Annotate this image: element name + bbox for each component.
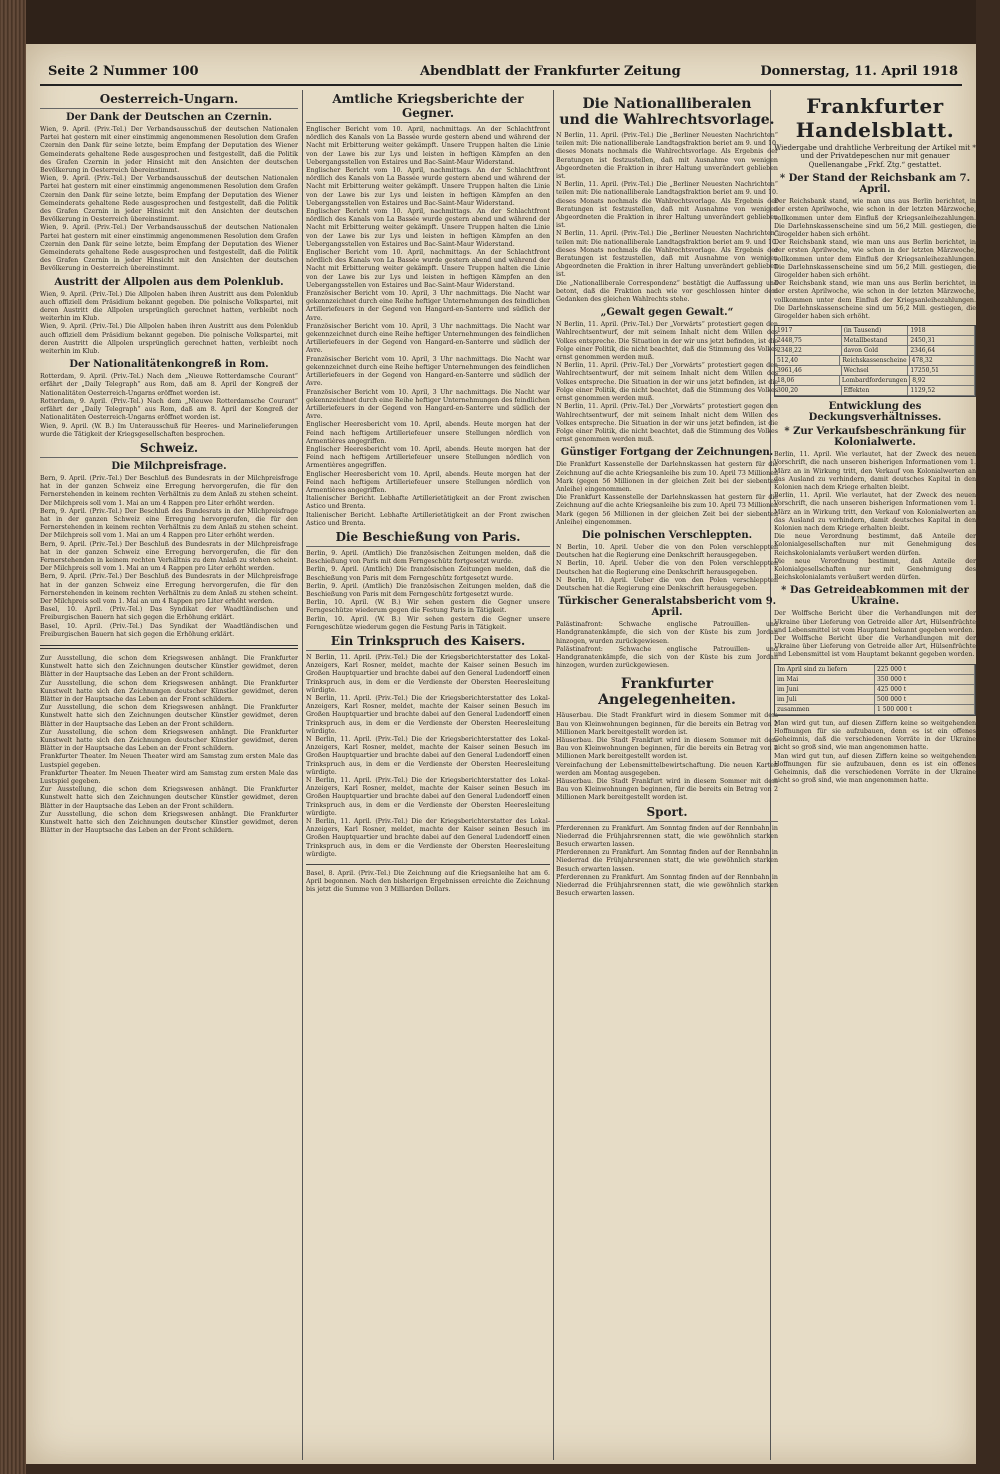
grain-delivery-table [774, 664, 976, 716]
article-text: Der Reichsbank stand, wie man uns aus Berlin berichtet, in der ersten Aprilwoche, wie schon in der letzten Märzwoche, vollkommen unter dem Einfluß der Kriegsanleihezahlungen. Die Darlehnskassenscheine sind um 56,2 Mill. gestiegen, die Girogelder haben sich erhöht. [774, 198, 976, 238]
article-text: Englischer Bericht vom 10. April, nachmittags. An der Schlachtfront nördlich des Kanals von La Bassée wurde gestern abend und während der Nacht mit Erbitterung weiter gekämpft. Unsere Truppen halten die Linie von der Lawe bis zur Lys und leisten in heftigen Kämpfen an den Uebergangsstellen von Estaires und Bac-Saint-Maur Widerstand. [306, 126, 550, 166]
article-text: Palästinafront: Schwache englische Patrouillen- und Handgranatenkämpfe, die sich von der Küste bis zum Jordan hinzogen, wurden zurückgewiesen. [556, 645, 778, 670]
column-1 [40, 90, 298, 835]
separator [40, 645, 298, 649]
article-text: Wien, 9. April. (Priv.-Tel.) Der Verbandsausschuß der deutschen Nationalen Partei hat gestern mit einer einstimmig angenommenen Resolution dem Grafen Czernin den Dank für seine letzte, beim Empfang der Deputation des Wiener Gemeinderats gehaltene Rede ausgesprochen und festgestellt, daß die Politik des Grafen Czernin in jeder Hinsicht mit den Ansichten der deutschen Bevölkerung in Oesterreich übereinstimmt. [40, 224, 298, 273]
article-text: Französischer Bericht vom 10. April, 3 Uhr nachmittags. Die Nacht war gekennzeichnet durch eine Reihe heftiger Unternehmungen des feindlichen Artilleriefeuers in der Gegend von Hangard-en-Santerre und südlich der Avre. [306, 355, 550, 388]
article-text: Französischer Bericht vom 10. April, 3 Uhr nachmittags. Die Nacht war gekennzeichnet durch eine Reihe heftiger Unternehmungen des feindlichen Artilleriefeuers in der Gegend von Hangard-en-Santerre und südlich der Avre. [306, 290, 550, 322]
article-text: N Berlin, 11. April. (Priv.-Tel.) Der „Vorwärts“ protestiert gegen den Wahlrechtsentwurf, der mit seinem Inhalt nicht dem Willen des Volkes entspreche. Die Situation in der wir uns jetzt befinden, ist die Folge einer Politik, die nicht beachtet, daß die Stimmung des Volkes ernst genommen werden muß. [556, 362, 778, 403]
article-text: Wien, 9. April. (Priv.-Tel.) Der Verbandsausschuß der deutschen Nationalen Partei hat gestern mit einer einstimmig angenommenen Resolution dem Grafen Czernin den Dank für seine letzte, beim Empfang der Deputation des Wiener Gemeinderats gehaltene Rede ausgesprochen und festgestellt, daß die Politik des Grafen Czernin in jeder Hinsicht mit den Ansichten der deutschen Bevölkerung in Oesterreich übereinstimmt. [40, 126, 298, 175]
article-text: Basel, 10. April. (Priv.-Tel.) Das Syndikat der Waadtländischen und Freiburgischen Bauern hat sich gegen die Erhöhung erklärt. [40, 622, 298, 638]
article-text: Basel, 10. April. (Priv.-Tel.) Das Syndikat der Waadtländischen und Freiburgischen Bauern hat sich gegen die Erhöhung erklärt. [40, 606, 298, 622]
article-text: N Berlin, 11. April. (Priv.-Tel.) Der „Vorwärts“ protestiert gegen den Wahlrechtsentwurf, der mit seinem Inhalt nicht dem Willen des Volkes entspreche. Die Situation in der wir uns jetzt befinden, ist die Folge einer Politik, die nicht beachtet, daß die Stimmung des Volkes ernst genommen werden muß. [556, 403, 778, 444]
table-row: 2448,75 Metallbestand 2450,31 [775, 336, 975, 346]
article-text: Italienischer Bericht. Lebhafte Artillerietätigkeit an der Front zwischen Astico und Brenta. [306, 495, 550, 511]
copyright-note: Wiedergabe und drahtliche Verbreitung der Artikel mit * und der Privatdepeschen nur mit genauer Quellenangabe „Frkf. Ztg.“ gestattet. [774, 144, 976, 169]
article-text: N Berlin, 11. April. (Priv.-Tel.) Die der Kriegsberichterstatter des Lokal-Anzeigers, Karl Rosner, meldet, machte der Kaiser seinen Besuch im Großen Hauptquartier und brachte dabei auf den General Ludendorff einen Trinkspruch aus, in dem er die Verdienste der Obersten Heeresleitung würdigte. [306, 818, 550, 858]
article-text: Der Wolffsche Bericht über die Verhandlungen mit der Ukraine über Lieferung von Getreide aller Art, Hülsenfrüchte und Lebensmittel ist vom Hauptamt bekannt gegeben worden. [774, 635, 976, 659]
article-text: N Berlin, 11. April. (Priv.-Tel.) Der „Vorwärts“ protestiert gegen den Wahlrechtsentwurf, der mit seinem Inhalt nicht dem Willen des Volkes entspreche. Die Situation in der wir uns jetzt befinden, ist die Folge einer Politik, die nicht beachtet, daß die Stimmung des Volkes ernst genommen werden muß. [556, 321, 778, 362]
article-text: Berlin, 9. April. (Amtlich) Die französischen Zeitungen melden, daß die Beschießung von Paris mit dem Ferngeschütz fortgesetzt wurde. [306, 549, 550, 566]
article-text: N Berlin, 11. April. (Priv.-Tel.) Die der Kriegsberichterstatter des Lokal-Anzeigers, Karl Rosner, meldet, machte der Kaiser seinen Besuch im Großen Hauptquartier und brachte dabei auf den General Ludendorff einen Trinkspruch aus, in dem er die Verdienste der Obersten Heeresleitung würdigte. [306, 736, 550, 776]
table-header: 1917 (in Tausend) 1918 [775, 326, 975, 336]
article-text: Englischer Bericht vom 10. April, nachmittags. An der Schlachtfront nördlich des Kanals von La Bassée wurde gestern abend und während der Nacht mit Erbitterung weiter gekämpft. Unsere Truppen halten die Linie von der Lawe bis zur Lys und leisten in heftigen Kämpfen an den Uebergangsstellen von Estaires und Bac-Saint-Maur Widerstand. [306, 249, 550, 289]
article-text: Wien, 9. April. (W. B.) Im Unterausschuß für Heeres- und Marinelieferungen wurde die Tätigkeit der Kriegsgesellschaften besprochen. [40, 422, 298, 438]
column-2 [306, 90, 550, 895]
article-heading: Der Nationalitätenkongreß in Rom. [69, 359, 269, 371]
article-text: Palästinafront: Schwache englische Patrouillen- und Handgranatenkämpfe, die sich von der Küste bis zum Jordan hinzogen, wurden zurückgewiesen. [556, 621, 778, 645]
article-text: Berlin, 10. April. (W. B.) Wir sehen gestern die Gegner unsere Ferngeschütze wiederum gegen die Festung Paris in Tätigkeit. [306, 599, 550, 615]
article-text: Häuserbau. Die Stadt Frankfurt wird in diesem Sommer mit dem Bau von Kleinwohnungen beginnen, für die bereits ein Betrag von 2 Millionen Mark bereitgestellt worden ist. [556, 712, 778, 736]
article-text: Die Frankfurt Kassenstelle der Darlehnskassen hat gestern für die Zeichnung auf die achte Kriegsanleihe bis zum 10. April 73 Millionen Mark (gegen 56 Millionen in der gleichen Zeit bei der siebenten Anleihe) eingenommen. [556, 494, 778, 526]
article-heading: Der Dank der Deutschen an Czernin. [65, 112, 273, 123]
article-text: Bern, 9. April. (Priv.-Tel.) Der Beschluß des Bundesrats in der Milchpreisfrage hat in der ganzen Schweiz eine Erregung hervorgerufen, die für den Fernerstehenden in keinem rechten Verhältnis zu dem Anlaß zu stehen scheint. Der Milchpreis soll vom 1. Mai an um 4 Rappen pro Liter erhöht werden. [40, 573, 298, 605]
section-heading: Amtliche Kriegsberichte der Gegner. [306, 92, 550, 123]
feuilleton-text: Zur Ausstellung, die schon dem Kriegswesen anhängt. Die Frankfurter Kunstwelt hatte sich den Zeichnungen deutscher Künstler gewidmet, deren Blätter in der Hauptsache das Leben an der Front schildern. [40, 704, 298, 728]
article-text: Bern, 9. April. (Priv.-Tel.) Der Beschluß des Bundesrats in der Milchpreisfrage hat in der ganzen Schweiz eine Erregung hervorgerufen, die für den Fernerstehenden in keinem rechten Verhältnis zu dem Anlaß zu stehen scheint. Der Milchpreis soll vom 1. Mai an um 4 Rappen pro Liter erhöht werden. [40, 474, 298, 507]
article-heading: * Zur Verkaufsbeschränkung für Kolonialwerte. [784, 426, 966, 449]
table-row: Im April sind zu liefern 225 000 t [775, 665, 975, 675]
table-row: 3961,46 Wechsel 17250,51 [775, 366, 975, 376]
article-text: Englischer Heeresbericht vom 10. April, abends. Heute morgen hat der Feind nach heftigem Artilleriefeuer unsere Stellungen nördlich von Armentières angegriffen. [306, 445, 550, 470]
issue-date: Donnerstag, 11. April 1918 [760, 64, 958, 79]
article-text: Man wird gut tun, auf diesen Ziffern keine so weitgehenden Hoffnungen für sie aufzubauen, denn es ist ein offenes Geheimnis, daß die verschiedenen Vorräte in der Ukraine nicht so groß sind, wie man angenommen hatte. [774, 752, 976, 785]
table-row: im Mai 350 000 t [775, 675, 975, 685]
article-text: Häuserbau. Die Stadt Frankfurt wird in diesem Sommer mit dem Bau von Kleinwohnungen beginnen, für die bereits ein Betrag von 2 Millionen Mark bereitgestellt worden ist. [556, 736, 778, 761]
table-row: 512,40 Reichskassenscheine 478,32 [775, 356, 975, 366]
section-heading: Sport. [556, 805, 778, 822]
article-text: Bern, 9. April. (Priv.-Tel.) Der Beschluß des Bundesrats in der Milchpreisfrage hat in der ganzen Schweiz eine Erregung hervorgerufen, die für den Fernerstehenden in keinem rechten Verhältnis zu dem Anlaß zu stehen scheint. Der Milchpreis soll vom 1. Mai an um 4 Rappen pro Liter erhöht werden. [40, 540, 298, 573]
article-text: Rotterdam, 9. April. (Priv.-Tel.) Nach dem „Nieuwe Rotterdamsche Courant“ erfährt der „Daily Telegraph“ aus Rom, daß am 8. April der Kongreß der Nationalitäten Oesterreich-Ungarns eröffnet worden ist. [40, 373, 298, 397]
feuilleton-text: Zur Ausstellung, die schon dem Kriegswesen anhängt. Die Frankfurter Kunstwelt hatte sich den Zeichnungen deutscher Künstler gewidmet, deren Blätter in der Hauptsache das Leben an der Front schildern. [40, 679, 298, 703]
article-text: N Berlin, 11. April. (Priv.-Tel.) Die „Berliner Neuesten Nachrichten“ teilen mit: Die nationalliberale Landtagsfraktion beriet am 9. und 10. dieses Monats nochmals die Wahlrechtsvorlage. Als Ergebnis der Beratungen ist festzustellen, daß mit Ausnahme von wenigen Abgeordneten die Fraktion in ihrer Haltung unverändert geblieben ist. [556, 230, 778, 279]
article-text: Häuserbau. Die Stadt Frankfurt wird in diesem Sommer mit dem Bau von Kleinwohnungen beginnen, für die bereits ein Betrag von 2 Millionen Mark bereitgestellt worden ist. [556, 778, 778, 802]
article-heading: Die polnischen Verschleppten. [581, 529, 753, 541]
section-heading: Schweiz. [40, 441, 298, 458]
article-heading: Günstiger Fortgang der Zeichnungen. [560, 447, 774, 459]
article-text: Französischer Bericht vom 10. April, 3 Uhr nachmittags. Die Nacht war gekennzeichnet durch eine Reihe heftiger Unternehmungen des feindlichen Artilleriefeuers in der Gegend von Hangard-en-Santerre und südlich der Avre. [306, 322, 550, 355]
article-text: Wien, 9. April. (Priv.-Tel.) Der Verbandsausschuß der deutschen Nationalen Partei hat gestern mit einer einstimmig angenommenen Resolution dem Grafen Czernin den Dank für seine letzte, beim Empfang der Deputation des Wiener Gemeinderats gehaltene Rede ausgesprochen und festgestellt, daß die Politik des Grafen Czernin in jeder Hinsicht mit den Ansichten der deutschen Bevölkerung in Oesterreich übereinstimmt. [40, 175, 298, 224]
section-heading: Die Nationalliberalen [582, 96, 752, 112]
feuilleton-text: Zur Ausstellung, die schon dem Kriegswesen anhängt. Die Frankfurter Kunstwelt hatte sich den Zeichnungen deutscher Künstler gewidmet, deren Blätter in der Hauptsache das Leben an der Front schildern. [40, 810, 298, 835]
section-heading: Oesterreich-Ungarn. [40, 92, 298, 109]
article-heading: Die Milchpreisfrage. [111, 460, 227, 472]
binding-spine [0, 0, 26, 1474]
column-3 [556, 90, 778, 898]
article-text: N Berlin, 10. April. Ueber die von den Polen verschleppten Deutschen hat die Regierung eine Denkschrift herausgegeben. [556, 560, 778, 576]
article-text: Bern, 9. April. (Priv.-Tel.) Der Beschluß des Bundesrats in der Milchpreisfrage hat in der ganzen Schweiz eine Erregung hervorgerufen, die für den Fernerstehenden in keinem rechten Verhältnis zu dem Anlaß zu stehen scheint. Der Milchpreis soll vom 1. Mai an um 4 Rappen pro Liter erhöht werden. [40, 507, 298, 540]
article-text: Berlin, 9. April. (Amtlich) Die französischen Zeitungen melden, daß die Beschießung von Paris mit dem Ferngeschütz fortgesetzt wurde. [306, 582, 550, 598]
column-4 [774, 90, 976, 785]
table-row: 18,06 Lombardforderungen 8,92 [775, 376, 975, 386]
article-text: Pferderennen zu Frankfurt. Am Sonntag finden auf der Rennbahn in Niederrad die Frühjahrsrennen statt, die wie gewöhnlich starken Besuch erwarten lassen. [556, 824, 778, 849]
feuilleton-text: Frankfurter Theater. Im Neuen Theater wird am Samstag zum ersten Male das Lustspiel gegeben. [40, 753, 298, 769]
section-heading: Ein Trinkspruch des Kaisers. [306, 634, 550, 651]
article-text: Englischer Heeresbericht vom 10. April, abends. Heute morgen hat der Feind nach heftigem Artilleriefeuer unsere Stellungen nördlich von Armentières angegriffen. [306, 470, 550, 494]
top-shadow [26, 0, 1000, 44]
reichsbank-table [774, 325, 976, 397]
section-masthead: Frankfurter Handelsblatt. [795, 94, 955, 142]
article-text: Der Reichsbank stand, wie man uns aus Berlin berichtet, in der ersten Aprilwoche, wie schon in der letzten Märzwoche, vollkommen unter dem Einfluß der Kriegsanleihezahlungen. Die Darlehnskassenscheine sind um 56,2 Mill. gestiegen, die Girogelder haben sich erhöht. [774, 280, 976, 321]
article-text: Rotterdam, 9. April. (Priv.-Tel.) Nach dem „Nieuwe Rotterdamsche Courant“ erfährt der „Daily Telegraph“ aus Rom, daß am 8. April der Kongreß der Nationalitäten Oesterreich-Ungarns eröffnet worden ist. [40, 397, 298, 422]
feuilleton-text: Zur Ausstellung, die schon dem Kriegswesen anhängt. Die Frankfurter Kunstwelt hatte sich den Zeichnungen deutscher Künstler gewidmet, deren Blätter in der Hauptsache das Leben an der Front schildern. [40, 654, 298, 679]
article-text: N Berlin, 11. April. (Priv.-Tel.) Die „Berliner Neuesten Nachrichten“ teilen mit: Die nationalliberale Landtagsfraktion beriet am 9. und 10. dieses Monats nochmals die Wahlrechtsvorlage. Als Ergebnis der Beratungen ist festzustellen, daß mit Ausnahme von wenigen Abgeordneten die Fraktion in ihrer Haltung unverändert geblieben ist. [556, 181, 778, 230]
article-text: Wien, 9. April. (Priv.-Tel.) Die Allpolen haben ihren Austritt aus dem Polenklub auch offiziell dem Präsidium bekannt gegeben. Die polnische Volkspartei, mit deren Austritt die Allpolen ursprünglich gerechnet hatten, verbleibt noch weiterhin im Klub. [40, 323, 298, 356]
article-heading: Türkischer Generalstabsbericht vom 9. April. [557, 596, 777, 619]
article-text: Berlin, 10. April. (W. B.) Wir sehen gestern die Gegner unsere Ferngeschütze wiederum gegen die Festung Paris in Tätigkeit. [306, 615, 550, 631]
page-number: Seite 2 Nummer 100 [48, 64, 199, 79]
article-heading: „Gewalt gegen Gewalt.“ [600, 307, 734, 319]
article-text: Pferderennen zu Frankfurt. Am Sonntag finden auf der Rennbahn in Niederrad die Frühjahrsrennen statt, die wie gewöhnlich starken Besuch erwarten lassen. [556, 873, 778, 898]
article-text: Basel, 8. April. (Priv.-Tel.) Die Zeichnung auf die Kriegsanleihe hat am 6. April begonnen. Nach den bisherigen Ergebnissen erreichte die Zeichnung bis jetzt die Summe von 3 Milliarden Dollars. [306, 870, 550, 894]
article-text: Berlin, 11. April. Wie verlautet, hat der Zweck des neuen Vorschrift, die nach unseren bisherigen Informationen vom 1. März an in Wirkung tritt, den Verkauf von Kolonialwerten an das Ausland zu verhindern, damit deutsches Kapital in den Kolonien nach dem Kriege erhalten bleibt. [774, 451, 976, 492]
article-text: N Berlin, 10. April. Ueber die von den Polen verschleppten Deutschen hat die Regierung eine Denkschrift herausgegeben. [556, 543, 778, 560]
table-row: 2348,22 davon Gold 2346,64 [775, 346, 975, 356]
table-row: im Juli 500 000 t [775, 695, 975, 705]
right-shadow [976, 0, 1000, 1474]
article-heading: Austritt der Allpolen aus dem Polenklub. [54, 276, 284, 288]
article-text: Englischer Bericht vom 10. April, nachmittags. An der Schlachtfront nördlich des Kanals von La Bassée wurde gestern abend und während der Nacht mit Erbitterung weiter gekämpft. Unsere Truppen halten die Linie von der Lawe bis zur Lys und leisten in heftigen Kämpfen an den Uebergangsstellen von Estaires und Bac-Saint-Maur Widerstand. [306, 208, 550, 248]
article-text: Italienischer Bericht. Lebhafte Artillerietätigkeit an der Front zwischen Astico und Brenta. [306, 511, 550, 527]
newspaper-name: Abendblatt der Frankfurter Zeitung [420, 64, 681, 79]
section-heading: Die Beschießung von Paris. [306, 530, 550, 547]
article-text: N Berlin, 10. April. Ueber die von den Polen verschleppten Deutschen hat die Regierung eine Denkschrift herausgegeben. [556, 576, 778, 592]
article-heading: * Der Stand der Reichsbank am 7. April. [779, 173, 971, 196]
article-text: N Berlin, 11. April. (Priv.-Tel.) Die der Kriegsberichterstatter des Lokal-Anzeigers, Karl Rosner, meldet, machte der Kaiser seinen Besuch im Großen Hauptquartier und brachte dabei auf den General Ludendorff einen Trinkspruch aus, in dem er die Verdienste der Obersten Heeresleitung würdigte. [306, 653, 550, 694]
separator [306, 864, 550, 865]
article-text: N Berlin, 11. April. (Priv.-Tel.) Die „Berliner Neuesten Nachrichten“ teilen mit: Die nationalliberale Landtagsfraktion beriet am 9. und 10. dieses Monats nochmals die Wahlrechtsvorlage. Als Ergebnis der Beratungen ist festzustellen, daß mit Ausnahme von wenigen Abgeordneten die Fraktion in ihrer Haltung unverändert geblieben ist. [556, 132, 778, 181]
article-text: Die neue Verordnung bestimmt, daß Anteile der Kolonialgesellschaften nur mit Genehmigung des Reichskolonialamts veräußert werden dürfen. [774, 533, 976, 557]
feuilleton-text: Zur Ausstellung, die schon dem Kriegswesen anhängt. Die Frankfurter Kunstwelt hatte sich den Zeichnungen deutscher Künstler gewidmet, deren Blätter in der Hauptsache das Leben an der Front schildern. [40, 728, 298, 753]
article-text: Man wird gut tun, auf diesen Ziffern keine so weitgehenden Hoffnungen für sie aufzubauen, denn es ist ein offenes Geheimnis, daß die verschiedenen Vorräte in der Ukraine nicht so groß sind, wie man angenommen hatte. [774, 719, 976, 752]
article-text: Die „Nationalliberale Correspondenz“ bestätigt die Auffassung und betont, daß die Fraktion nach wie vor geschlossen hinter dem Gedanken des gleichen Wahlrechts stehe. [556, 279, 778, 304]
table-row: zusammen 1 500 000 t [775, 705, 975, 715]
article-text: Der Reichsbank stand, wie man uns aus Berlin berichtet, in der ersten Aprilwoche, wie schon in der letzten Märzwoche, vollkommen unter dem Einfluß der Kriegsanleihezahlungen. Die Darlehnskassenscheine sind um 56,2 Mill. gestiegen, die Girogelder haben sich erhöht. [774, 239, 976, 279]
article-text: Pferderennen zu Frankfurt. Am Sonntag finden auf der Rennbahn in Niederrad die Frühjahrsrennen statt, die wie gewöhnlich starken Besuch erwarten lassen. [556, 849, 778, 873]
section-heading: und die Wahlrechtsvorlage. [559, 112, 775, 128]
column-divider [302, 90, 303, 1460]
article-text: Vereinfachung der Lebensmittelbewirtschaftung. Die neuen Karten werden am Montag ausgegeben. [556, 761, 778, 777]
feuilleton-text: Zur Ausstellung, die schon dem Kriegswesen anhängt. Die Frankfurter Kunstwelt hatte sich den Zeichnungen deutscher Künstler gewidmet, deren Blätter in der Hauptsache das Leben an der Front schildern. [40, 786, 298, 810]
article-text: Englischer Heeresbericht vom 10. April, abends. Heute morgen hat der Feind nach heftigem Artilleriefeuer unsere Stellungen nördlich von Armentières angegriffen. [306, 421, 550, 445]
article-text: Berlin, 9. April. (Amtlich) Die französischen Zeitungen melden, daß die Beschießung von Paris mit dem Ferngeschütz fortgesetzt wurde. [306, 566, 550, 582]
article-heading: * Das Getreideabkommen mit der Ukraine. [781, 585, 969, 608]
article-text: Englischer Bericht vom 10. April, nachmittags. An der Schlachtfront nördlich des Kanals von La Bassée wurde gestern abend und während der Nacht mit Erbitterung weiter gekämpft. Unsere Truppen halten die Linie von der Lawe bis zur Lys und leisten in heftigen Kämpfen an den Uebergangsstellen von Estaires und Bac-Saint-Maur Widerstand. [306, 167, 550, 207]
article-text: Der Wolffsche Bericht über die Verhandlungen mit der Ukraine über Lieferung von Getreide aller Art, Hülsenfrüchte und Lebensmittel ist vom Hauptamt bekannt gegeben worden. [774, 610, 976, 634]
table-caption: Entwicklung des Deckungsverhältnisses. [808, 401, 942, 424]
column-divider [553, 90, 554, 1460]
table-row: im Juni 425 000 t [775, 685, 975, 695]
newspaper-page [26, 44, 976, 1464]
article-text: Berlin, 11. April. Wie verlautet, hat der Zweck des neuen Vorschrift, die nach unseren bisherigen Informationen vom 1. März an in Wirkung tritt, den Verkauf von Kolonialwerten an das Ausland zu verhindern, damit deutsches Kapital in den Kolonien nach dem Kriege erhalten bleibt. [774, 492, 976, 533]
article-text: Französischer Bericht vom 10. April, 3 Uhr nachmittags. Die Nacht war gekennzeichnet durch eine Reihe heftiger Unternehmungen des feindlichen Artilleriefeuers in der Gegend von Hangard-en-Santerre und südlich der Avre. [306, 388, 550, 421]
table-row: 300,20 Effekten 1129,52 [775, 386, 975, 396]
page-header [40, 62, 962, 86]
feuilleton-text: Frankfurter Theater. Im Neuen Theater wird am Samstag zum ersten Male das Lustspiel gegeben. [40, 769, 298, 786]
article-text: Die Frankfurt Kassenstelle der Darlehnskassen hat gestern für die Zeichnung auf die achte Kriegsanleihe bis zum 10. April 73 Millionen Mark (gegen 56 Millionen in der gleichen Zeit bei der siebenten Anleihe) eingenommen. [556, 461, 778, 493]
article-text: N Berlin, 11. April. (Priv.-Tel.) Die der Kriegsberichterstatter des Lokal-Anzeigers, Karl Rosner, meldet, machte der Kaiser seinen Besuch im Großen Hauptquartier und brachte dabei auf den General Ludendorff einen Trinkspruch aus, in dem er die Verdienste der Obersten Heeresleitung würdigte. [306, 695, 550, 735]
article-text: Die neue Verordnung bestimmt, daß Anteile der Kolonialgesellschaften nur mit Genehmigung des Reichskolonialamts veräußert werden dürfen. [774, 557, 976, 582]
article-text: N Berlin, 11. April. (Priv.-Tel.) Die der Kriegsberichterstatter des Lokal-Anzeigers, Karl Rosner, meldet, machte der Kaiser seinen Besuch im Großen Hauptquartier und brachte dabei auf den General Ludendorff einen Trinkspruch aus, in dem er die Verdienste der Obersten Heeresleitung würdigte. [306, 777, 550, 817]
section-heading: Frankfurter Angelegenheiten. [598, 676, 736, 709]
article-text: Wien, 9. April. (Priv.-Tel.) Die Allpolen haben ihren Austritt aus dem Polenklub auch offiziell dem Präsidium bekannt gegeben. Die polnische Volkspartei, mit deren Austritt die Allpolen ursprünglich gerechnet hatten, verbleibt noch weiterhin im Klub. [40, 290, 298, 323]
